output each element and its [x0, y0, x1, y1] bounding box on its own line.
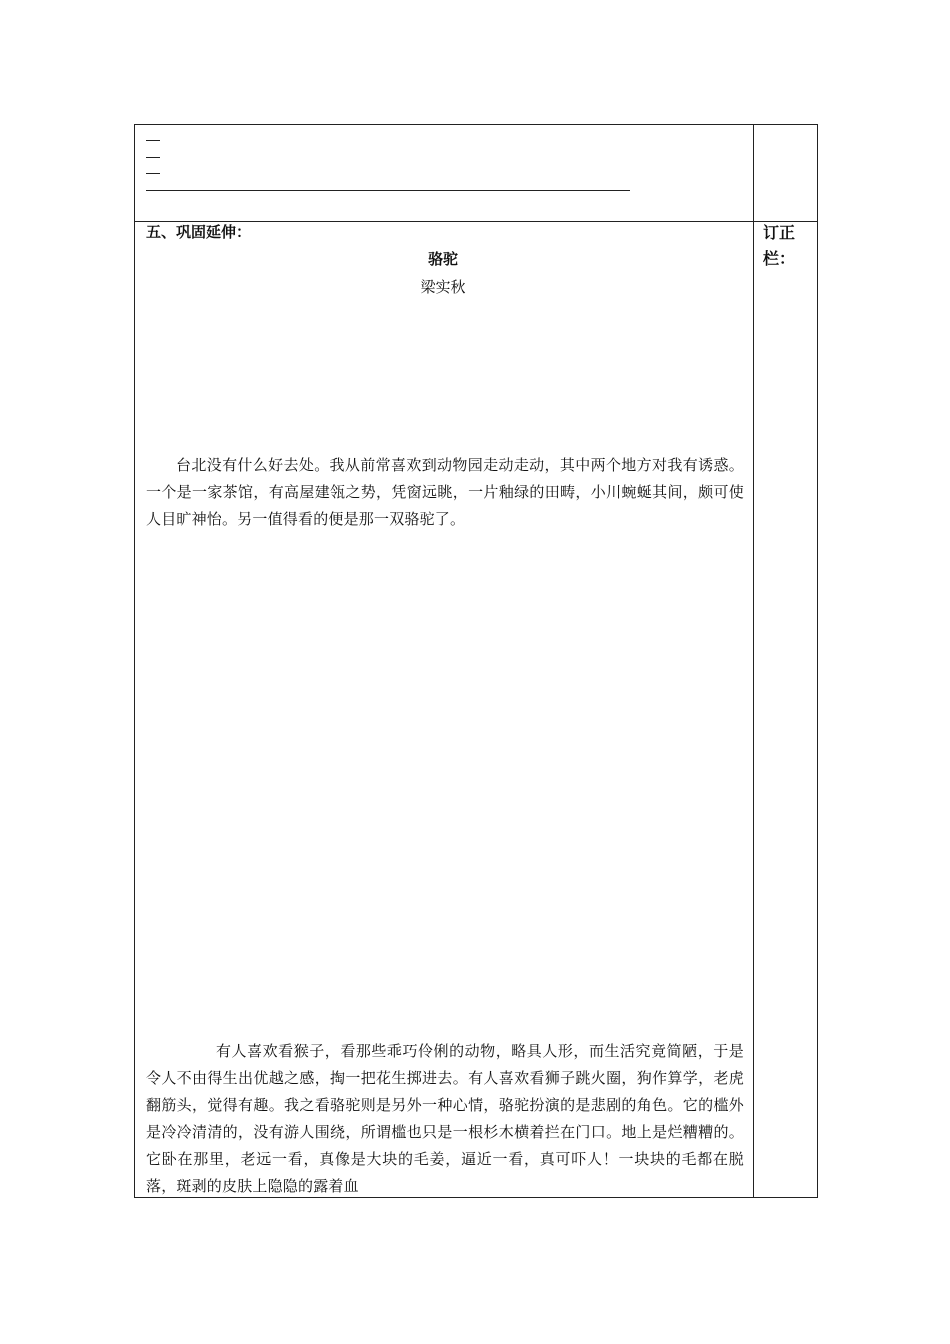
section-heading: 五、巩固延伸： — [146, 223, 252, 241]
answer-line — [146, 140, 160, 141]
article-paragraph: 台北没有什么好去处。我从前常喜欢到动物园走动走动，其中两个地方对我有诱惑。一个是一家茶馆，有高屋建瓴之势，凭窗远眺，一片釉绿的田畴，小川蜿蜒其间，颇可使人目旷神怡。另一值得看的便是那一双骆驼了。 — [146, 456, 744, 528]
correction-column-label: 订正栏： — [763, 223, 796, 268]
answer-line — [146, 173, 160, 174]
article-title: 骆驼 — [427, 250, 458, 268]
answer-rule — [146, 190, 630, 191]
article-author: 梁实秋 — [420, 278, 466, 296]
article-paragraph: 有人喜欢看猴子，看那些乖巧伶俐的动物，略具人形，而生活究竟简陋，于是令人不由得生出优越之感，掏一把花生掷进去。有人喜欢看狮子跳火圈，狗作算学，老虎翻筋头，觉得有趣。我之看骆驼则是另外一种心情，骆驼扮演的是悲剧的角色。它的槛外是冷冷清清的，没有游人围绕，所谓槛也只是一根杉木横着拦在门口。地上是烂糟糟的。它卧在那里，老远一看，真像是大块的毛姜，逼近一看，真可吓人！一块块的毛都在脱落，斑剥的皮肤上隐隐的露着血 — [146, 1042, 744, 1195]
column-divider — [753, 124, 754, 1198]
answer-line — [146, 157, 160, 158]
